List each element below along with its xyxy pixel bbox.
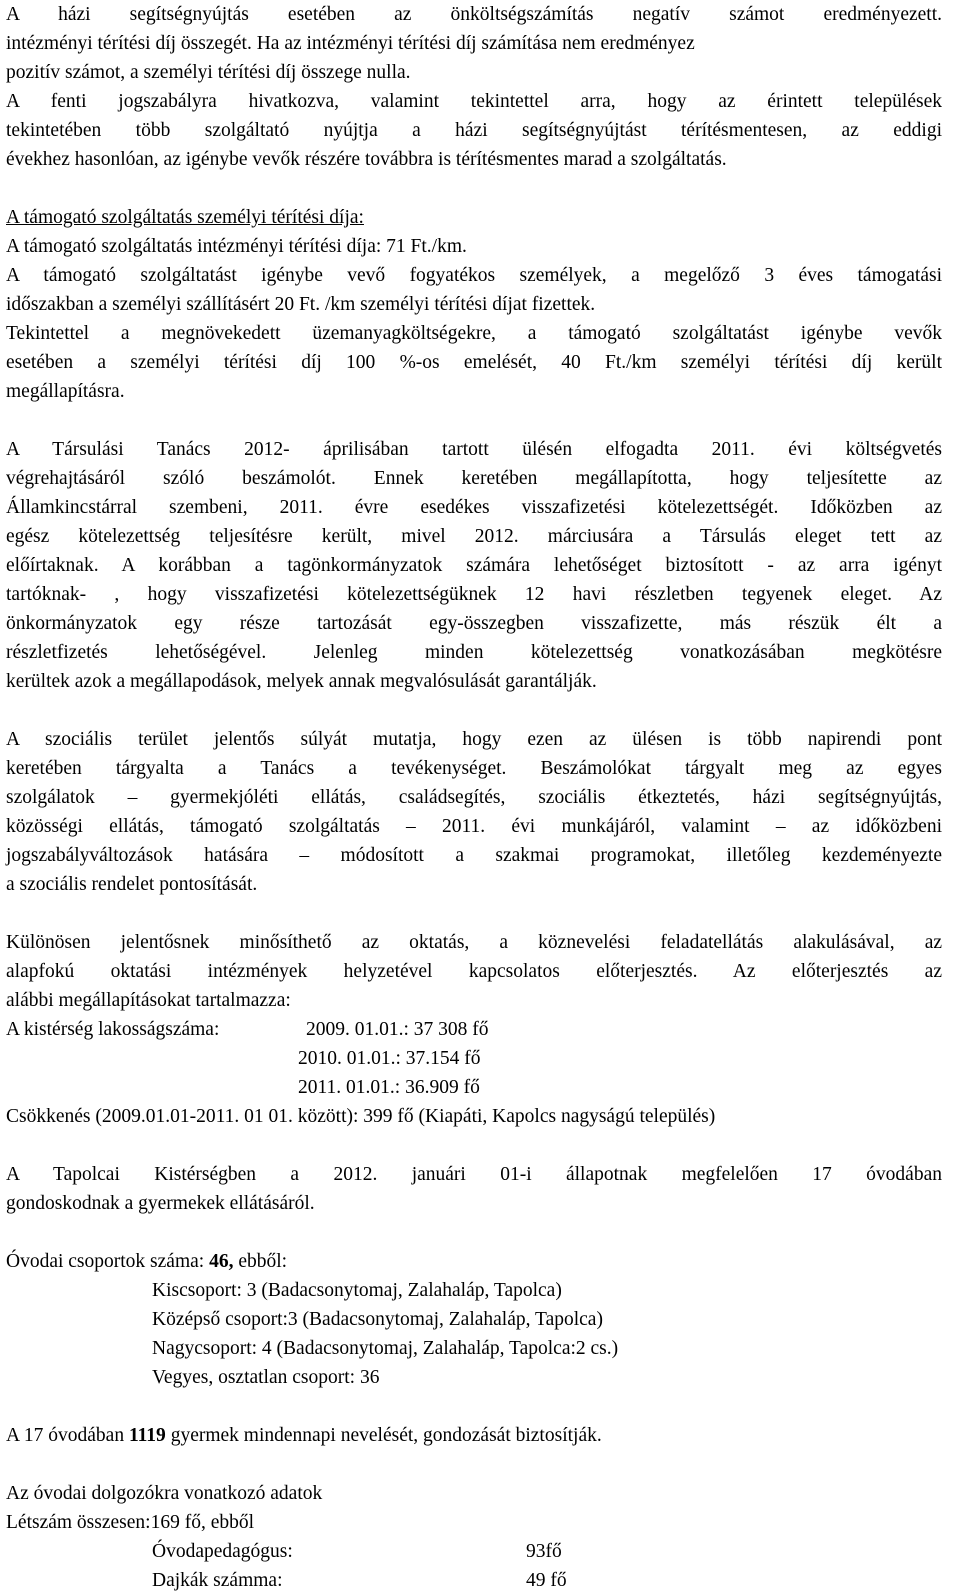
text-line: jogszabályváltozások hatására – módosított a szakmai programokat, illetőleg kezdeményezte [6,845,942,866]
text-line: A Tapolcai Kistérségben a 2012. januári 01-i állapotnak megfelelően 17 óvodában [6,1164,942,1185]
spacer [6,899,942,928]
text-line: A szociális terület jelentős súlyát mutatja, hogy ezen az ülésen is több napirendi pont [6,729,942,750]
support-service-section [6,203,942,406]
staff-heading: Az óvodai dolgozókra vonatkozó adatok [6,1483,323,1504]
staff-count: 49 fő [526,1570,567,1591]
groups-list [6,1276,942,1392]
support-fee: A támogató szolgáltatás intézményi térítési díja: 71 Ft./km. [6,236,467,257]
text-line: Államkincstárral szembeni, 2011. évre esedékes visszafizetési kötelezettségét. Időközben az [6,497,942,518]
text-line: részletfizetés lehetőségével. Jelenleg minden kötelezettség vonatkozásában megkötésre [6,642,942,663]
groups-count: 46, [209,1251,234,1272]
text-line: Csökkenés (2009.01.01-2011. 01 01. között): 399 fő (Kiapáti, Kapolcs nagyságú település) [6,1106,716,1127]
paragraph-council [6,435,942,696]
children-text: A 17 óvodában [6,1425,129,1446]
population-row: 2010. 01.01.: 37.154 fő [298,1048,481,1069]
staff-total: Létszám összesen:169 fő, ebből [6,1512,255,1533]
paragraph-home-care-cost [6,0,942,87]
staff-table [6,1537,942,1595]
population-label: A kistérség lakosságszáma: [6,1019,220,1040]
spacer [6,1218,942,1247]
groups-intro-text: Óvodai csoportok száma: [6,1251,210,1272]
text-line: szolgálatok – gyermekjóléti ellátás, családsegítés, szociális étkeztetés, házi segítségnyújtás, [6,787,942,808]
text-line: alapfokú oktatási intézmények helyzetével kapcsolatos előterjesztés. Az előterjesztés az [6,961,942,982]
section-heading: A támogató szolgáltatás személyi térítési díja: [6,207,364,228]
text-line: intézményi térítési díj összegét. Ha az intézményi térítési díj számítása nem eredményez [6,33,695,54]
staff-role: Óvodapedagógus: [152,1541,293,1562]
text-line: közösségi ellátás, támogató szolgáltatás – 2011. évi munkájáról, valamint – az időközbeni [6,816,942,837]
text-line: pozitív számot, a személyi térítési díj összege nulla. [6,62,411,83]
population-row: 2011. 01.01.: 36.909 fő [298,1077,480,1098]
text-line: A támogató szolgáltatást igénybe vevő fogyatékos személyek, a megelőző 3 éves támogatási [6,265,942,286]
text-line: A házi segítségnyújtás esetében az önköltségszámítás negatív számot eredményezett. [6,4,942,25]
text-line: keretében tárgyalta a Tanács a tevékenységet. Beszámolókat tárgyalt meg az egyes [6,758,942,779]
spacer [6,1131,942,1160]
spacer [6,1450,942,1479]
staff-count: 93fő [526,1541,562,1562]
list-item: Kiscsoport: 3 (Badacsonytomaj, Zalahaláp, Tapolca) [152,1280,562,1301]
text-line: egész kötelezettség teljesítésre került, mivel 2012. márciusára a Társulás eleget tett az [6,526,942,547]
groups-intro [6,1247,942,1276]
children-count [6,1421,942,1450]
text-line: végrehajtásáról szóló beszámolót. Ennek keretében megállapította, hogy teljesítette az [6,468,942,489]
list-item: Nagycsoport: 4 (Badacsonytomaj, Zalahaláp, Tapolca:2 cs.) [152,1338,619,1359]
list-item: Középső csoport:3 (Badacsonytomaj, Zalahaláp, Tapolca) [152,1309,603,1330]
children-text: gyermek mindennapi nevelését, gondozását biztosítják. [165,1425,602,1446]
table-row [152,1566,942,1595]
spacer [6,406,942,435]
children-number: 1119 [128,1425,166,1446]
text-line: A Társulási Tanács 2012- áprilisában tartott ülésén elfogadta 2011. évi költségvetés [6,439,942,460]
text-line: Tekintettel a megnövekedett üzemanyagköltségekre, a támogató szolgáltatást igénybe vevők [6,323,942,344]
paragraph-free-service [6,87,942,174]
paragraph-social [6,725,942,899]
text-line [6,1421,942,1450]
text-line: a szociális rendelet pontosítását. [6,874,258,895]
text-line: időszakban a személyi szállításért 20 Ft. /km személyi térítési díjat fizettek. [6,294,596,315]
staff-role: Dajkák számma: [152,1570,283,1591]
spacer [6,696,942,725]
population-decrease [6,1102,942,1131]
groups-intro-text: ebből: [233,1251,288,1272]
list-item: Vegyes, osztatlan csoport: 36 [152,1367,380,1388]
text-line: alábbi megállapításokat tartalmazza: [6,990,291,1011]
text-line: gondoskodnak a gyermekek ellátásáról. [6,1193,315,1214]
text-line: esetében a személyi térítési díj 100 %-os emelését, 40 Ft./km személyi térítési díj került [6,352,942,373]
kindergarten-groups [6,1247,942,1276]
staff-section [6,1479,942,1537]
text-line: kerültek azok a megállapodások, melyek annak megvalósulását garantálják. [6,671,597,692]
text-line: tartóknak- , hogy visszafizetési kötelezettségüknek 12 havi részletben tegyenek eleget. Az [6,584,942,605]
text-line: önkormányzatok egy része tartozását egy-összegben visszafizette, más részük élt a [6,613,942,634]
paragraph-kindergartens [6,1160,942,1218]
text-line: előírtaknak. A korábban a tagönkormányzatok számára lehetőséget biztosított - az arra igényt [6,555,942,576]
spacer [6,1392,942,1421]
spacer [6,174,942,203]
population-table [6,1015,942,1102]
text-line: évekhez hasonlóan, az igénybe vevők részére továbbra is térítésmentes marad a szolgáltatás. [6,149,727,170]
table-row [152,1537,942,1566]
text-line: tekintetében több szolgáltató nyújtja a házi segítségnyújtást térítésmentesen, az eddigi [6,120,942,141]
text-line: A fenti jogszabályra hivatkozva, valamint tekintettel arra, hogy az érintett települések [6,91,942,112]
text-line: Különösen jelentősnek minősíthető az oktatás, a köznevelési feladatellátás alakulásával, az [6,932,942,953]
paragraph-education [6,928,942,1015]
population-row: 2009. 01.01.: 37 308 fő [306,1019,489,1040]
text-line: megállapításra. [6,381,125,402]
